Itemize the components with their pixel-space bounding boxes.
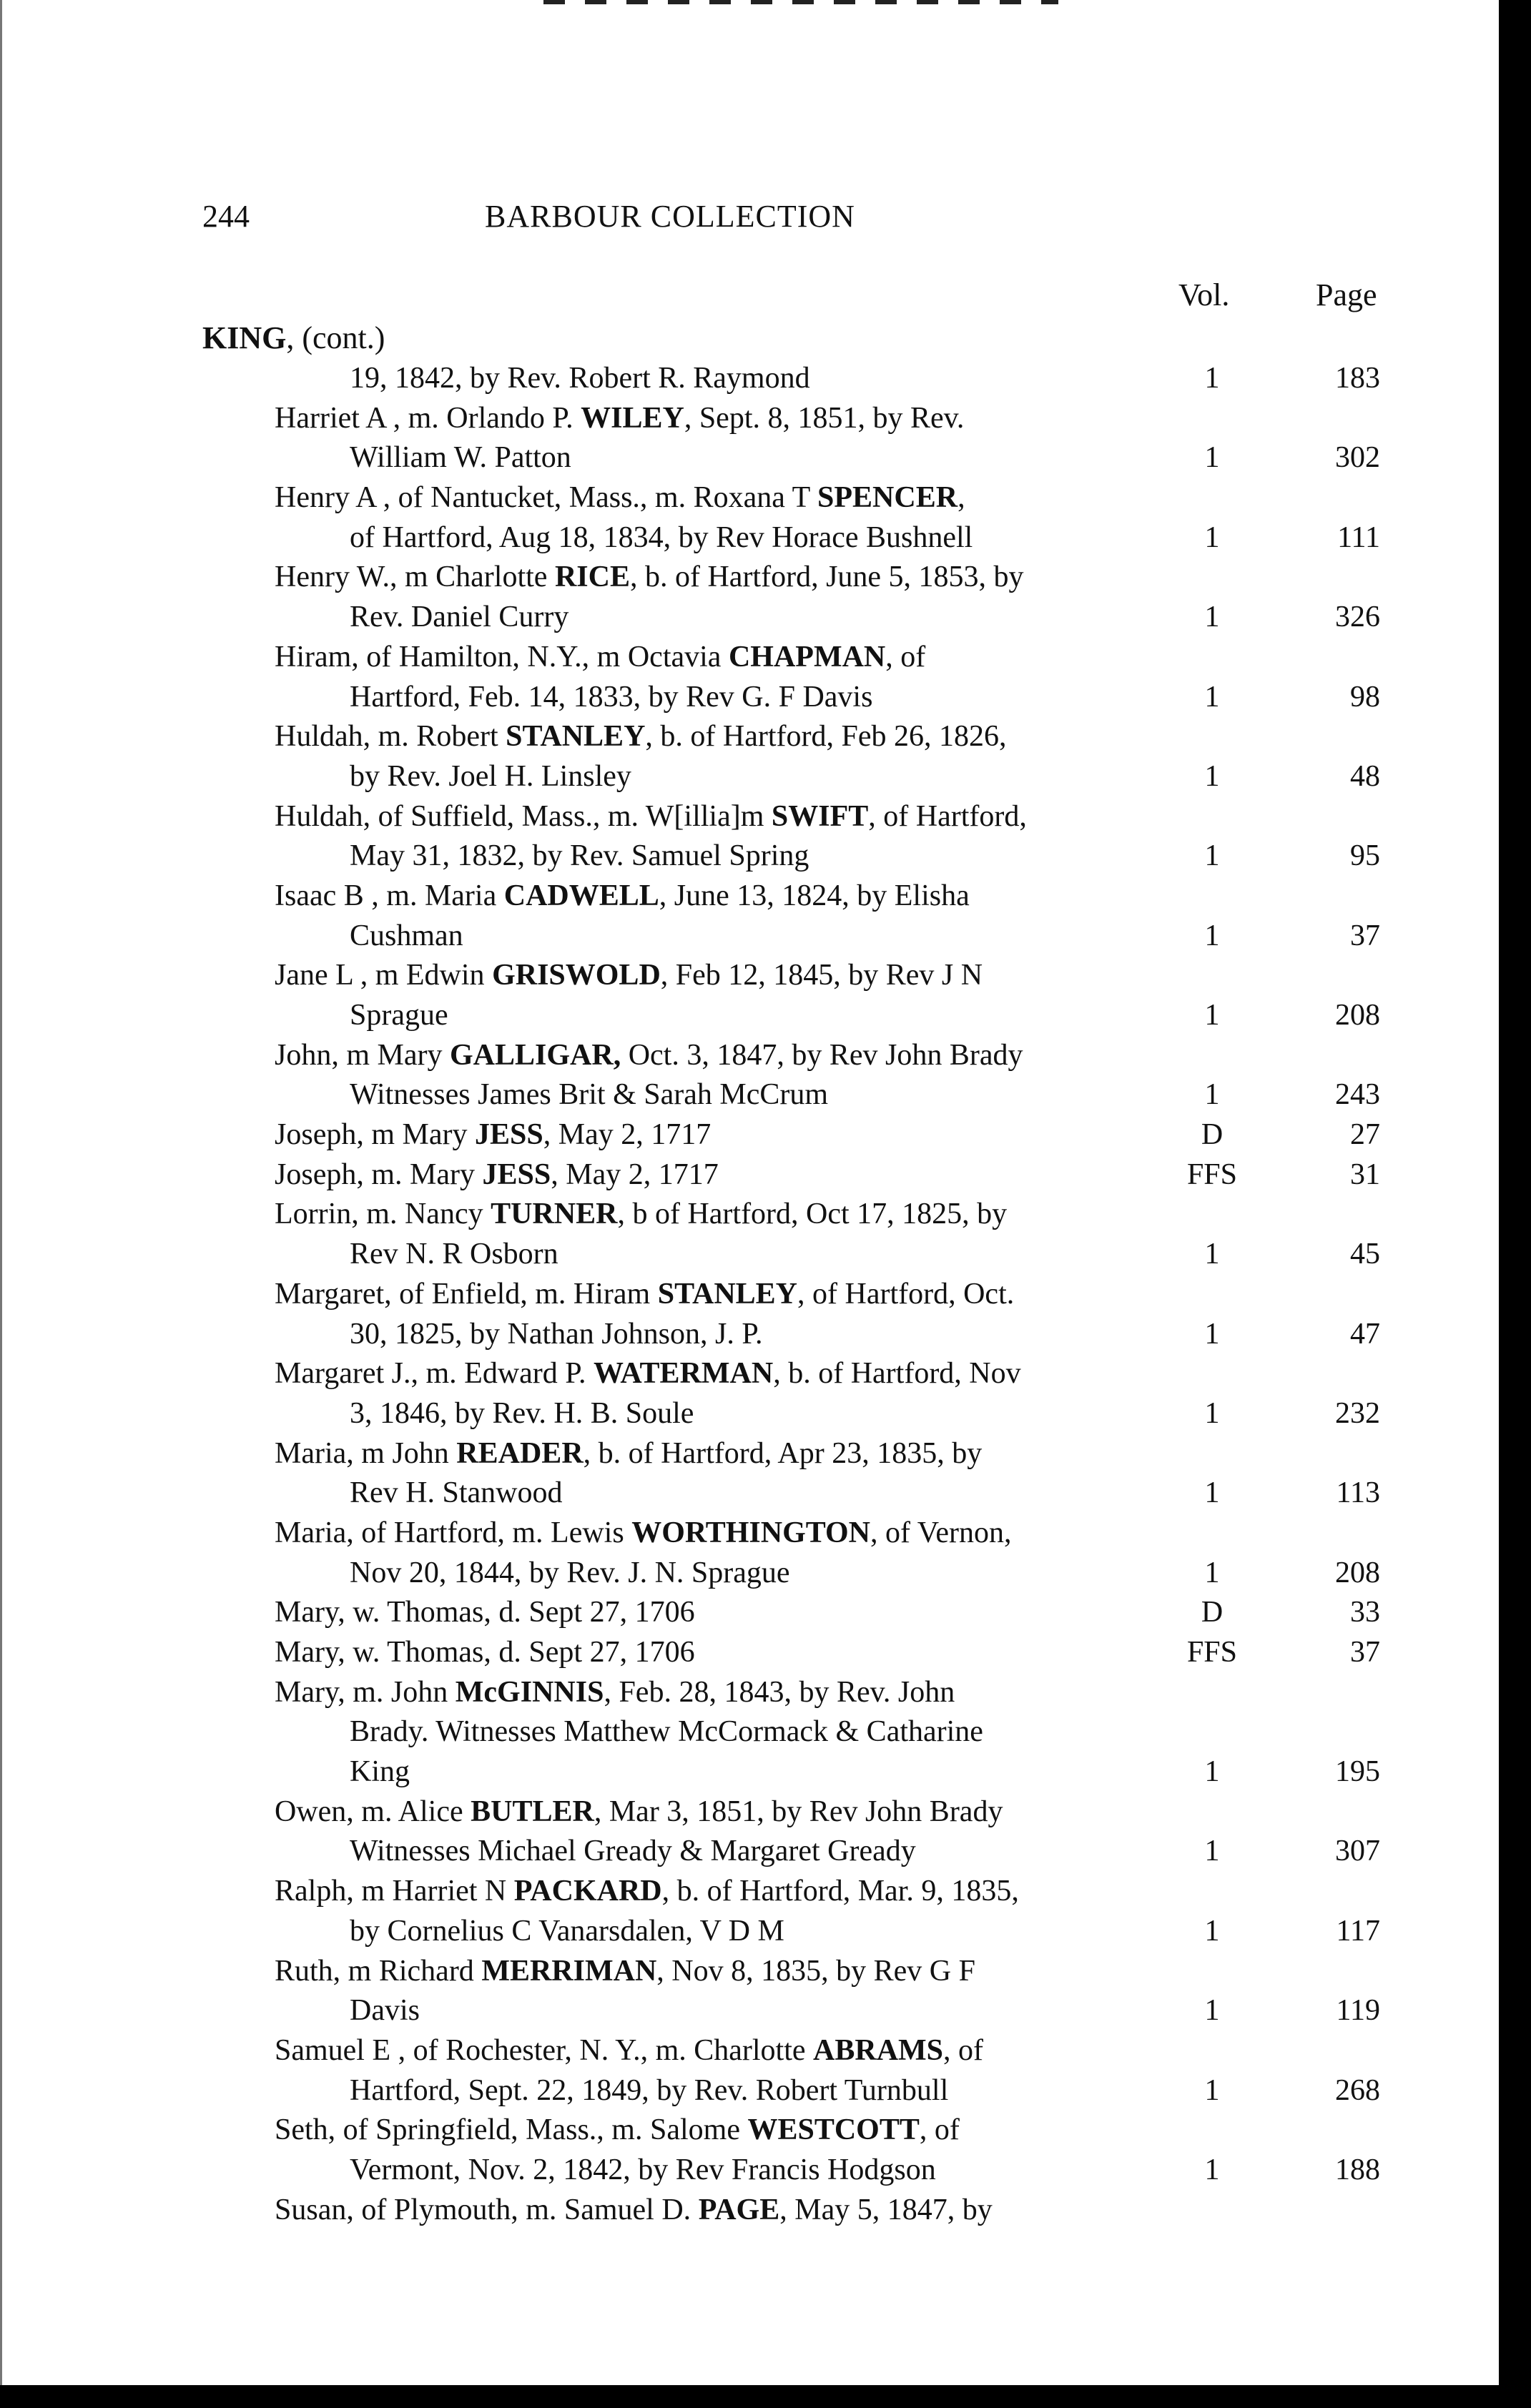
entry-text: May 31, 1832, by Rev. Samuel Spring — [350, 839, 809, 873]
entry-text-pre: Hiram, of Hamilton, N.Y., m Octavia — [275, 640, 729, 673]
volume-cell: FFS — [1186, 1636, 1238, 1669]
entry-text: Brady. Witnesses Matthew McCormack & Catharine — [350, 1715, 983, 1749]
entry-line — [0, 1673, 1499, 1713]
entry-line — [0, 2191, 1499, 2231]
entry-text-pre: Harriet A , m. Orlando P. — [275, 401, 581, 435]
entry-text — [275, 558, 1024, 598]
entry-text-pre: Margaret J., m. Edward P. — [275, 1357, 594, 1391]
entry-text-post: , Mar 3, 1851, by Rev John Brady — [594, 1795, 1003, 1828]
entry-text: King — [350, 1755, 410, 1789]
entry-continuation-line — [0, 1912, 1499, 1952]
entry-text-pre: Mary, w. Thomas, d. Sept 27, 1706 — [275, 1636, 695, 1669]
entry-text-pre: Ruth, m Richard — [275, 1954, 482, 1988]
entry-continuation-line — [0, 1075, 1499, 1115]
entry-line — [0, 2031, 1499, 2071]
volume-cell: 1 — [1204, 1317, 1220, 1351]
entry-text — [275, 1275, 1014, 1315]
entry-continuation-line — [0, 598, 1499, 638]
entry-text-post: , May 5, 1847, by — [779, 2193, 993, 2226]
entry-continuation-line — [0, 2151, 1499, 2191]
entry-text — [275, 877, 970, 917]
entry-continuation-line — [0, 1712, 1499, 1752]
entry-continuation-line — [0, 2071, 1499, 2111]
entry-text-post: , of Hartford, Oct. — [797, 1277, 1015, 1311]
entry-text-post: , b. of Hartford, Feb 26, 1826, — [645, 720, 1007, 754]
entry-text — [275, 1872, 1019, 1912]
entry-text: by Rev. Joel H. Linsley — [350, 759, 631, 793]
entry-line — [0, 1514, 1499, 1554]
entry-text-pre: Mary, m. John — [275, 1675, 456, 1709]
spouse-surname: ABRAMS — [813, 2033, 944, 2067]
entry-line — [0, 638, 1499, 678]
spouse-surname: WORTHINGTON — [631, 1516, 870, 1549]
spouse-surname: GALLIGAR, — [450, 1038, 621, 1072]
entry-text: of Hartford, Aug 18, 1834, by Rev Horace Bushnell — [350, 520, 973, 554]
entry-line — [0, 1354, 1499, 1394]
page-cell: 268 — [1335, 2073, 1380, 2107]
spouse-surname: TURNER — [491, 1198, 618, 1231]
entry-text-post: , b. of Hartford, Mar. 9, 1835, — [661, 1875, 1019, 1908]
spouse-surname: JESS — [474, 1118, 543, 1152]
volume-cell: 1 — [1204, 999, 1220, 1032]
entry-text-post: , of Vernon, — [870, 1516, 1012, 1549]
page-number: 244 — [202, 199, 250, 234]
entry-line — [0, 1115, 1499, 1155]
entry-text-pre: John, m Mary — [275, 1038, 450, 1072]
page-cell: 27 — [1350, 1118, 1380, 1152]
page-cell: 232 — [1335, 1396, 1380, 1430]
entry-continuation-line — [0, 359, 1499, 399]
entry-text-pre: Joseph, m Mary — [275, 1118, 475, 1152]
entry-text — [275, 1155, 719, 1195]
entry-text: Cushman — [350, 919, 463, 952]
entry-line — [0, 478, 1499, 518]
entry-continuation-line — [0, 438, 1499, 478]
volume-cell: 1 — [1204, 1914, 1220, 1948]
entry-text — [275, 1514, 1012, 1554]
entry-text — [275, 1792, 1003, 1832]
spouse-surname: READER — [456, 1436, 584, 1470]
entry-line — [0, 797, 1499, 837]
spouse-surname: PACKARD — [513, 1875, 662, 1908]
volume-cell: 1 — [1204, 2153, 1220, 2186]
volume-cell: 1 — [1204, 839, 1220, 873]
scan-bottom-border — [0, 2385, 1531, 2408]
entry-text-pre: Henry A , of Nantucket, Mass., m. Roxana T — [275, 481, 818, 515]
volume-cell: 1 — [1204, 1835, 1220, 1868]
entry-text — [275, 797, 1027, 837]
entry-text: Hartford, Feb. 14, 1833, by Rev G. F Davis — [350, 680, 873, 714]
page-cell: 31 — [1350, 1158, 1380, 1191]
volume-cell: 1 — [1204, 1078, 1220, 1112]
scan-top-edge — [543, 0, 1058, 4]
entry-text: William W. Patton — [350, 441, 571, 475]
entry-text — [275, 717, 1007, 757]
volume-cell: 1 — [1204, 1238, 1220, 1271]
entry-text: Hartford, Sept. 22, 1849, by Rev. Robert Turnbull — [350, 2073, 949, 2107]
entry-text-post: , b of Hartford, Oct 17, 1825, by — [617, 1198, 1008, 1231]
entry-text-post: , June 13, 1824, by Elisha — [659, 879, 970, 912]
volume-cell: D — [1201, 1596, 1224, 1629]
entry-text — [275, 638, 925, 678]
entry-text: Davis — [350, 1994, 420, 2028]
spouse-surname: GRISWOLD — [492, 959, 661, 992]
entry-text: Rev N. R Osborn — [350, 1238, 558, 1271]
spouse-surname: STANLEY — [657, 1277, 798, 1311]
entry-text: Sprague — [350, 999, 448, 1032]
entry-line — [0, 1593, 1499, 1633]
page-cell: 95 — [1350, 839, 1380, 873]
entry-text: 3, 1846, by Rev. H. B. Soule — [350, 1396, 694, 1430]
entry-line — [0, 717, 1499, 757]
entry-line — [0, 558, 1499, 598]
spouse-surname: RICE — [554, 561, 630, 594]
entry-line — [0, 1275, 1499, 1315]
running-title: BARBOUR COLLECTION — [485, 199, 855, 234]
volume-cell: 1 — [1204, 441, 1220, 475]
entry-text-post: Oct. 3, 1847, by Rev John Brady — [621, 1038, 1023, 1072]
surname-heading — [202, 320, 385, 356]
entry-line — [0, 2111, 1499, 2151]
page-cell: 98 — [1350, 680, 1380, 714]
entry-text-pre: Susan, of Plymouth, m. Samuel D. — [275, 2193, 699, 2226]
entry-text-post: , Feb 12, 1845, by Rev J N — [660, 959, 983, 992]
volume-cell: FFS — [1186, 1158, 1238, 1191]
entry-text-post: , May 2, 1717 — [543, 1118, 712, 1152]
entry-line — [0, 877, 1499, 917]
entry-text — [275, 399, 964, 439]
page-cell: 119 — [1336, 1994, 1380, 2028]
page-cell: 111 — [1337, 520, 1380, 554]
volume-cell: 1 — [1204, 2073, 1220, 2107]
spouse-surname: McGINNIS — [455, 1675, 604, 1709]
entry-text-pre: Maria, m John — [275, 1436, 457, 1470]
volume-cell: 1 — [1204, 759, 1220, 793]
volume-cell: 1 — [1204, 680, 1220, 714]
entry-continuation-line — [0, 996, 1499, 1036]
entry-continuation-line — [0, 837, 1499, 877]
entry-text — [275, 1673, 955, 1713]
entry-text-pre: Mary, w. Thomas, d. Sept 27, 1706 — [275, 1596, 695, 1629]
spouse-surname: STANLEY — [506, 720, 646, 754]
entry-text-post: , Feb. 28, 1843, by Rev. John — [604, 1675, 955, 1709]
entry-text-pre: Huldah, m. Robert — [275, 720, 506, 754]
entry-text — [275, 1952, 975, 1992]
entry-text — [275, 2031, 983, 2071]
entry-continuation-line — [0, 917, 1499, 957]
volume-cell: 1 — [1204, 362, 1220, 395]
entry-text-pre: Jane L , m Edwin — [275, 959, 493, 992]
entry-text — [275, 1593, 695, 1633]
spouse-surname: WILEY — [581, 401, 684, 435]
entry-text-post: , of Hartford, — [868, 799, 1027, 833]
entry-text-post: , b. of Hartford, Apr 23, 1835, by — [583, 1436, 983, 1470]
entry-line — [0, 1952, 1499, 1992]
entry-text: Vermont, Nov. 2, 1842, by Rev Francis Hodgson — [350, 2153, 936, 2186]
entry-text-pre: Joseph, m. Mary — [275, 1158, 483, 1191]
entry-text — [275, 1115, 711, 1155]
spouse-surname: SPENCER — [817, 481, 958, 515]
volume-cell: 1 — [1204, 1556, 1220, 1589]
volume-cell: 1 — [1204, 1396, 1220, 1430]
volume-cell: 1 — [1204, 1755, 1220, 1789]
entry-continuation-line — [0, 1394, 1499, 1434]
entry-text — [275, 1354, 1021, 1394]
entry-line — [0, 399, 1499, 439]
entry-line — [0, 1195, 1499, 1235]
page-cell: 45 — [1350, 1238, 1380, 1271]
surname: KING — [202, 320, 287, 355]
page-cell: 208 — [1335, 1556, 1380, 1589]
entry-text — [275, 2191, 993, 2231]
entry-text-post: , Nov 8, 1835, by Rev G F — [656, 1954, 975, 1988]
spouse-surname: CADWELL — [503, 879, 659, 912]
spouse-surname: CHAPMAN — [728, 640, 886, 673]
entry-continuation-line — [0, 1752, 1499, 1792]
entry-text: Nov 20, 1844, by Rev. J. N. Sprague — [350, 1556, 790, 1589]
page-cell: 208 — [1335, 999, 1380, 1032]
entry-text-pre: Ralph, m Harriet N — [275, 1875, 514, 1908]
spouse-surname: JESS — [482, 1158, 551, 1191]
page-cell: 37 — [1350, 919, 1380, 952]
entry-text-pre: Seth, of Springfield, Mass., m. Salome — [275, 2113, 748, 2147]
entry-continuation-line — [0, 1474, 1499, 1514]
entry-text-post: , of — [885, 640, 926, 673]
column-header-page: Page — [1316, 277, 1377, 312]
entry-continuation-line — [0, 518, 1499, 558]
volume-cell: 1 — [1204, 1994, 1220, 2028]
entry-text-post: , of — [919, 2113, 960, 2147]
entry-text — [275, 1633, 695, 1673]
entry-text — [275, 1434, 982, 1474]
page-cell: 48 — [1350, 759, 1380, 793]
page-cell: 326 — [1335, 601, 1380, 634]
entry-continuation-line — [0, 1832, 1499, 1872]
volume-cell: 1 — [1204, 601, 1220, 634]
entry-text-post: , — [958, 481, 965, 515]
entry-text — [275, 2111, 960, 2151]
entry-text-pre: Owen, m. Alice — [275, 1795, 471, 1828]
entry-text: Witnesses Michael Gready & Margaret Gready — [350, 1835, 916, 1868]
entry-text-post: , b. of Hartford, June 5, 1853, by — [629, 561, 1024, 594]
entry-line — [0, 1155, 1499, 1195]
entry-text-post: , May 2, 1717 — [551, 1158, 719, 1191]
page-cell: 113 — [1336, 1476, 1380, 1510]
entry-text — [275, 956, 983, 996]
entry-text-post: , of — [943, 2033, 984, 2067]
entry-continuation-line — [0, 1554, 1499, 1594]
entry-text — [275, 1036, 1023, 1076]
entry-text: Rev H. Stanwood — [350, 1476, 563, 1510]
entry-text-post: , Sept. 8, 1851, by Rev. — [684, 401, 965, 435]
page-cell: 117 — [1336, 1914, 1380, 1948]
page-cell: 188 — [1335, 2153, 1380, 2186]
volume-cell: D — [1201, 1118, 1224, 1152]
page-cell: 47 — [1350, 1317, 1380, 1351]
column-header-vol: Vol. — [1178, 277, 1230, 312]
entry-list — [0, 359, 1499, 2230]
entry-text: 19, 1842, by Rev. Robert R. Raymond — [350, 362, 810, 395]
entry-text-pre: Henry W., m Charlotte — [275, 561, 555, 594]
page-cell: 307 — [1335, 1835, 1380, 1868]
page-cell: 183 — [1335, 362, 1380, 395]
entry-text — [275, 478, 965, 518]
entry-text: 30, 1825, by Nathan Johnson, J. P. — [350, 1317, 763, 1351]
spouse-surname: BUTLER — [471, 1795, 594, 1828]
spouse-surname: SWIFT — [771, 799, 869, 833]
entry-text-pre: Lorrin, m. Nancy — [275, 1198, 491, 1231]
entry-line — [0, 1036, 1499, 1076]
entry-text-pre: Maria, of Hartford, m. Lewis — [275, 1516, 632, 1549]
entry-text: Witnesses James Brit & Sarah McCrum — [350, 1078, 829, 1112]
page-cell: 243 — [1335, 1078, 1380, 1112]
surname-suffix: , (cont.) — [286, 320, 385, 355]
spouse-surname: WATERMAN — [593, 1357, 774, 1391]
scan-right-border — [1499, 0, 1531, 2408]
page-cell: 37 — [1350, 1636, 1380, 1669]
entry-text-pre: Huldah, of Suffield, Mass., m. W[illia]m — [275, 799, 772, 833]
entry-continuation-line — [0, 757, 1499, 797]
entry-text — [275, 1195, 1007, 1235]
entry-line — [0, 1434, 1499, 1474]
spouse-surname: WESTCOTT — [747, 2113, 920, 2147]
page-cell: 195 — [1335, 1755, 1380, 1789]
entry-continuation-line — [0, 1991, 1499, 2031]
page-cell: 302 — [1335, 441, 1380, 475]
spouse-surname: PAGE — [698, 2193, 780, 2226]
page-cell: 33 — [1350, 1596, 1380, 1629]
entry-continuation-line — [0, 678, 1499, 718]
volume-cell: 1 — [1204, 919, 1220, 952]
entry-continuation-line — [0, 1315, 1499, 1355]
entry-line — [0, 1872, 1499, 1912]
entry-text: Rev. Daniel Curry — [350, 601, 569, 634]
entry-text-post: , b. of Hartford, Nov — [773, 1357, 1021, 1391]
entry-line — [0, 1792, 1499, 1832]
entry-text-pre: Samuel E , of Rochester, N. Y., m. Charlotte — [275, 2033, 814, 2067]
entry-line — [0, 1633, 1499, 1673]
entry-text-pre: Margaret, of Enfield, m. Hiram — [275, 1277, 658, 1311]
volume-cell: 1 — [1204, 520, 1220, 554]
volume-cell: 1 — [1204, 1476, 1220, 1510]
spouse-surname: MERRIMAN — [481, 1954, 657, 1988]
entry-line — [0, 956, 1499, 996]
entry-continuation-line — [0, 1235, 1499, 1275]
entry-text-pre: Isaac B , m. Maria — [275, 879, 504, 912]
entry-text: by Cornelius C Vanarsdalen, V D M — [350, 1914, 784, 1948]
